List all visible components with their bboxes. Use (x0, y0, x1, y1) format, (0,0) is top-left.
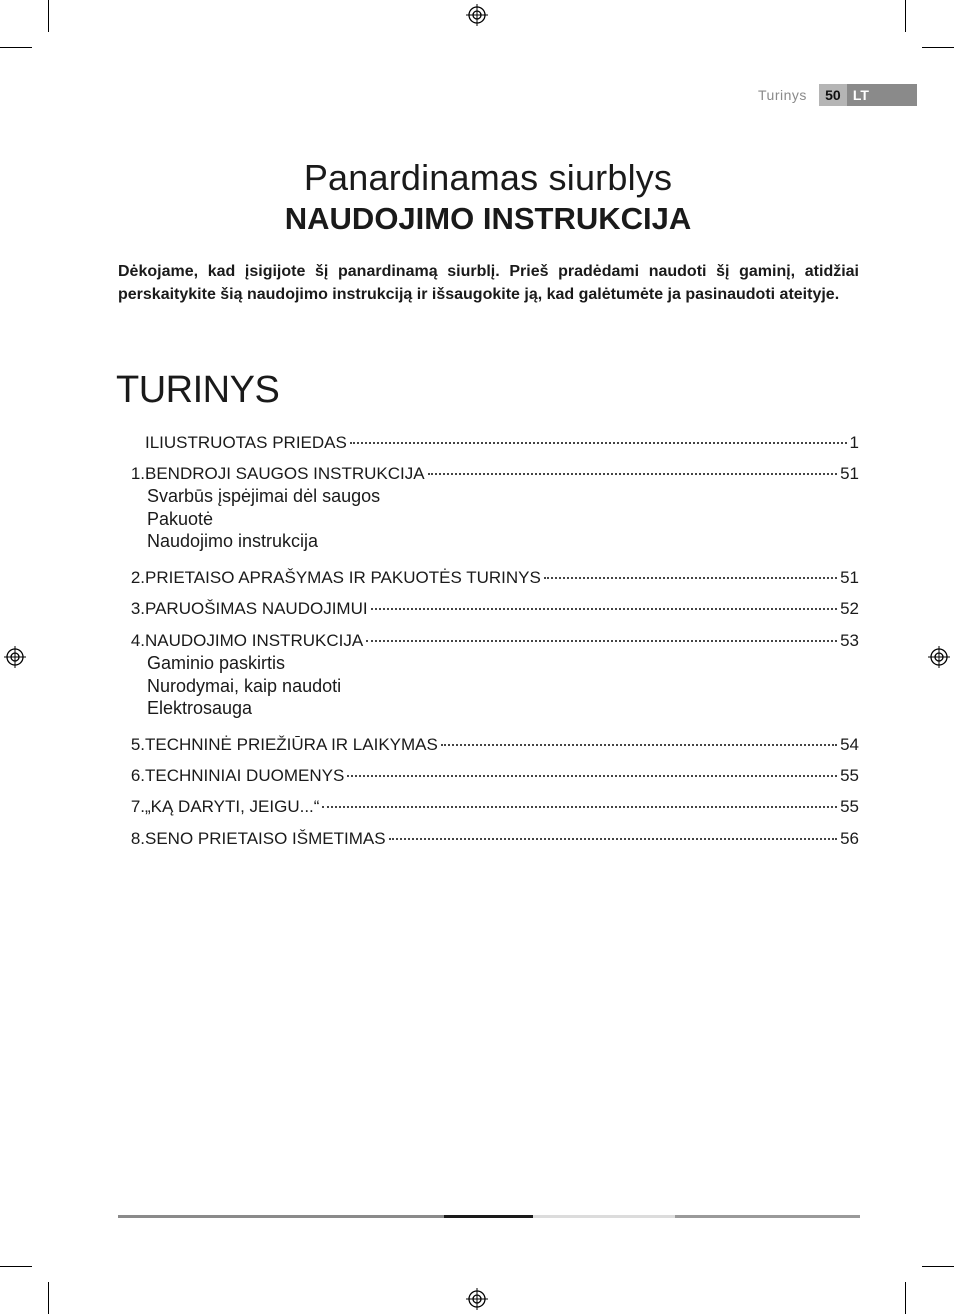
toc-entry (120, 464, 859, 486)
toc-leader-dots (371, 608, 837, 610)
toc-entry-page: 51 (840, 568, 859, 587)
toc-entry-page: 56 (840, 829, 859, 848)
toc-leader-dots (347, 775, 837, 777)
registration-mark-icon (466, 4, 488, 26)
toc-entry-number: 6. (130, 766, 145, 785)
toc-entry-title: TECHNINIAI DUOMENYS (145, 766, 345, 785)
crop-mark (48, 1282, 49, 1314)
crop-mark (922, 1266, 954, 1267)
toc-entry-number: 4. (130, 631, 145, 650)
toc-leader-dots (428, 473, 837, 475)
crop-mark (905, 0, 906, 32)
toc-subitem: Naudojimo instrukcija (147, 531, 319, 551)
registration-mark-icon (928, 646, 950, 668)
toc-entry-title: PRIETAISO APRAŠYMAS IR PAKUOTĖS TURINYS (145, 568, 541, 587)
toc-entry-page: 51 (840, 464, 859, 483)
toc-leader-dots (366, 640, 837, 642)
toc-entry-title: ILIUSTRUOTAS PRIEDAS (145, 433, 347, 452)
intro-paragraph: Dėkojame, kad įsigijote šį panardinamą siurblį. Prieš pradėdami naudoti šį gaminį, atidžiai perskaitykite šią naudojimo instrukciją ir išsaugokite ją, kad galėtumėte ja pasinaudoti ateityje. (118, 263, 859, 303)
product-title: Panardinamas siurblys (303, 157, 673, 198)
toc-subitem: Svarbūs įspėjimai dėl saugos (147, 486, 381, 506)
toc-entry-number: 3. (130, 599, 145, 618)
registration-mark-icon (466, 1288, 488, 1310)
toc-leader-dots (389, 838, 838, 840)
manual-title: NAUDOJIMO INSTRUKCIJA (284, 201, 692, 236)
toc-entry-page: 52 (840, 599, 859, 618)
toc-entry-number: 1. (130, 464, 145, 483)
toc-subitem: Nurodymai, kaip naudoti (147, 676, 342, 696)
toc-entry (120, 599, 859, 621)
toc-entry-page: 55 (840, 797, 859, 816)
toc-entry-number: 7. (130, 797, 145, 816)
toc-entry (120, 568, 859, 590)
registration-mark-icon (4, 646, 26, 668)
toc-subitem: Pakuotė (147, 509, 214, 529)
toc-leader-dots (322, 806, 837, 808)
footer-bar-segment (675, 1215, 860, 1218)
footer-bar-segment (444, 1215, 533, 1218)
toc-entry-number: 5. (130, 735, 145, 754)
toc-entry-title: „KĄ DARYTI, JEIGU...“ (145, 797, 320, 816)
toc-subitem: Gaminio paskirtis (147, 653, 286, 673)
toc-entry (120, 631, 859, 653)
toc-entry (120, 797, 859, 819)
language-code: LT (847, 84, 917, 106)
crop-mark (48, 0, 49, 32)
toc-entry-title: SENO PRIETAISO IŠMETIMAS (145, 829, 386, 848)
footer-bar-segment (533, 1215, 675, 1218)
footer-bar-segment (118, 1215, 444, 1218)
toc-subitem: Elektrosauga (147, 698, 253, 718)
toc-entry-page: 1 (849, 433, 859, 452)
crop-mark (922, 47, 954, 48)
toc-leader-dots (441, 744, 837, 746)
page-header (758, 84, 917, 106)
toc-entry-page: 55 (840, 766, 859, 785)
header-section-label: Turinys (758, 87, 807, 103)
toc-entry (120, 766, 859, 788)
toc-entry-page: 53 (840, 631, 859, 650)
crop-mark (905, 1282, 906, 1314)
toc-entry-title: TECHNINĖ PRIEŽIŪRA IR LAIKYMAS (145, 735, 438, 754)
toc-entry (120, 829, 859, 851)
crop-mark (0, 1266, 32, 1267)
toc-leader-dots (350, 442, 847, 444)
toc-entry-number: 2. (130, 568, 145, 587)
toc-entry-page: 54 (840, 735, 859, 754)
toc-entry (120, 433, 859, 455)
page-number: 50 (819, 84, 847, 106)
toc-heading: TURINYS (116, 369, 280, 411)
toc-entry-title: NAUDOJIMO INSTRUKCIJA (145, 631, 364, 650)
toc-entry-number: 8. (130, 829, 145, 848)
crop-mark (0, 47, 32, 48)
toc-entry-title: PARUOŠIMAS NAUDOJIMUI (145, 599, 368, 618)
toc-entry (120, 735, 859, 757)
toc-entry-title: BENDROJI SAUGOS INSTRUKCIJA (145, 464, 425, 483)
toc-leader-dots (544, 577, 837, 579)
